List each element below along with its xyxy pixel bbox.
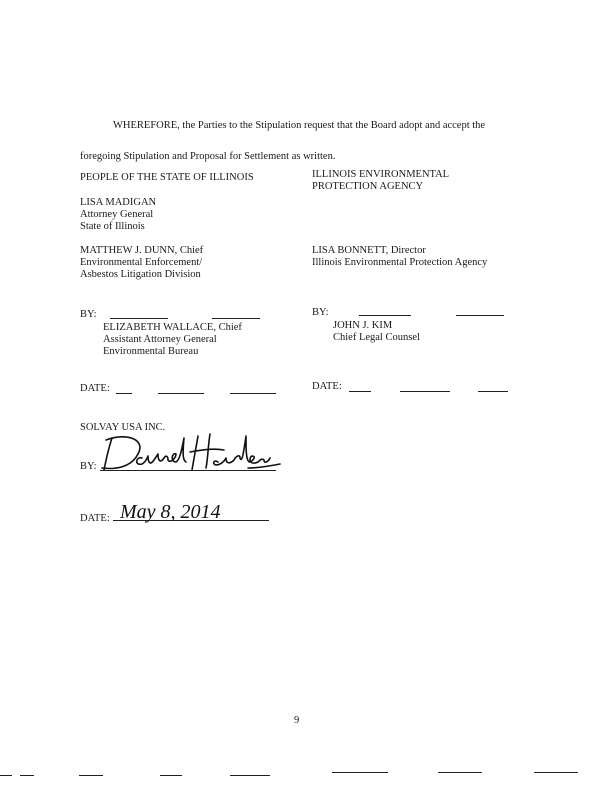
left-by-label: BY: <box>80 309 97 320</box>
right-party-line-1: ILLINOIS ENVIRONMENTAL <box>312 169 450 180</box>
scan-rule <box>332 772 388 773</box>
right-date-line-3 <box>478 391 508 392</box>
scan-rule <box>438 772 482 773</box>
right-signature-line-2 <box>456 315 504 316</box>
right-signature-line-1 <box>359 315 411 316</box>
chief-title-2: Asbestos Litigation Division <box>80 269 201 280</box>
scan-rule <box>20 775 34 776</box>
chief-name: MATTHEW J. DUNN, Chief <box>80 245 204 256</box>
right-date-line-2 <box>400 391 450 392</box>
right-party-line-2: PROTECTION AGENCY <box>312 181 424 192</box>
right-by-label: BY: <box>312 307 329 318</box>
attorney-general-state: State of Illinois <box>80 221 145 232</box>
solvay-date-label: DATE: <box>80 513 110 524</box>
left-date-line-2 <box>158 393 204 394</box>
attorney-general-name: LISA MADIGAN <box>80 197 157 208</box>
solvay-by-label: BY: <box>80 461 97 472</box>
scan-rule <box>0 775 12 776</box>
handwritten-date-text: May 8, 2014 <box>120 501 221 523</box>
scan-rule <box>79 775 103 776</box>
scan-rule <box>534 772 578 773</box>
right-date-label: DATE: <box>312 381 342 392</box>
left-party: PEOPLE OF THE STATE OF ILLINOIS <box>80 172 254 183</box>
agency-name: Illinois Environmental Protection Agency <box>312 257 488 268</box>
chief-title-1: Environmental Enforcement/ <box>80 257 203 268</box>
left-signer-title-2: Environmental Bureau <box>103 346 199 357</box>
scan-rule <box>160 775 182 776</box>
left-date-line-3 <box>230 393 276 394</box>
handwritten-signature <box>98 428 283 480</box>
intro-line-1: WHEREFORE, the Parties to the Stipulation request that the Board adopt and accept the <box>113 120 486 131</box>
right-signer-title: Chief Legal Counsel <box>333 332 420 343</box>
scan-rule <box>230 775 270 776</box>
left-signer-title-1: Assistant Attorney General <box>103 334 217 345</box>
page-number: 9 <box>294 715 300 726</box>
right-date-line-1 <box>349 391 371 392</box>
left-signer-name: ELIZABETH WALLACE, Chief <box>103 322 242 333</box>
right-signer-name: JOHN J. KIM <box>333 320 393 331</box>
attorney-general-title: Attorney General <box>80 209 154 220</box>
left-date-line-1 <box>116 393 132 394</box>
left-date-label: DATE: <box>80 383 110 394</box>
solvay-party: SOLVAY USA INC. <box>80 422 166 433</box>
left-signature-line-2 <box>212 318 260 319</box>
intro-line-2: foregoing Stipulation and Proposal for Settlement as written. <box>80 151 336 162</box>
director-name: LISA BONNETT, Director <box>312 245 426 256</box>
left-signature-line-1 <box>110 318 168 319</box>
handwritten-date <box>116 494 276 526</box>
